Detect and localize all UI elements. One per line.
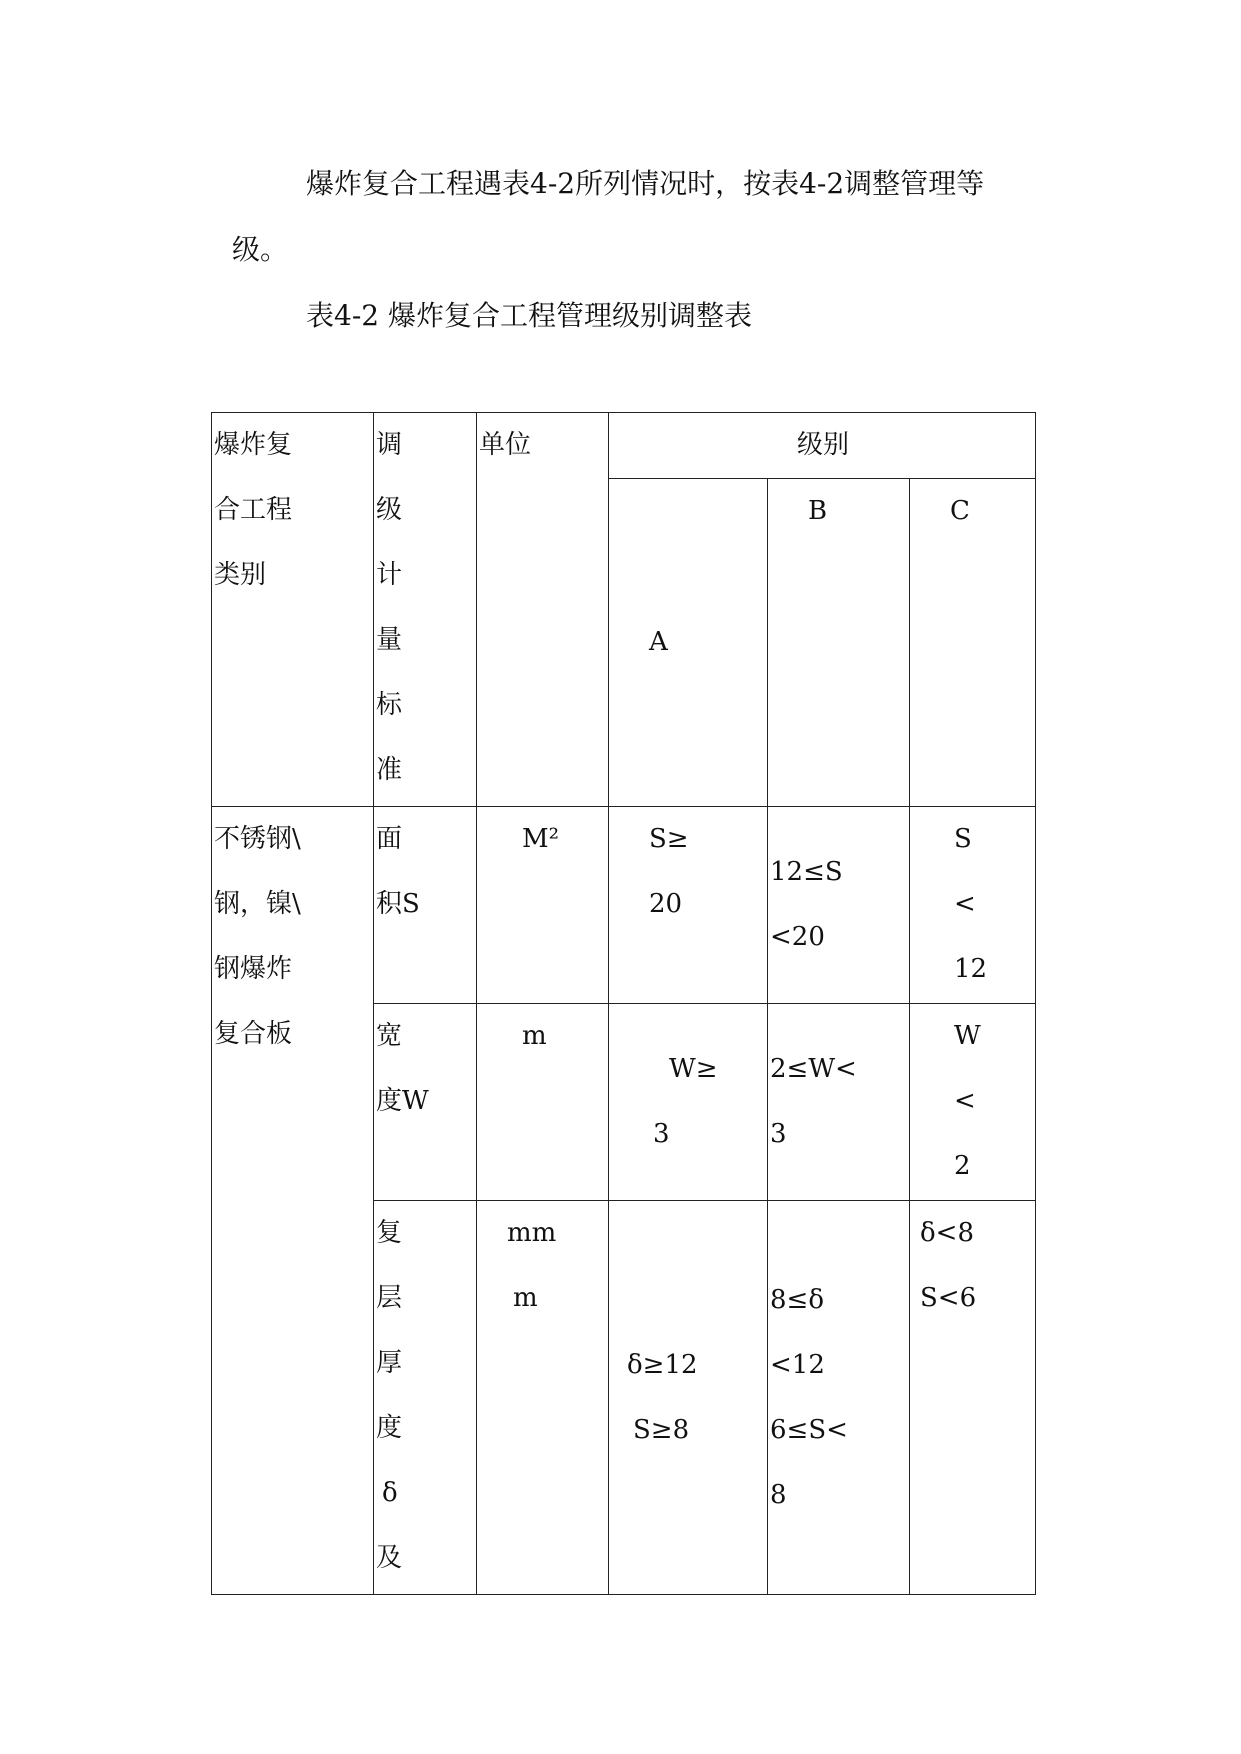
header-level: 级别 [609,413,1036,479]
header-category: 爆炸复 合工程 类别 [212,413,374,807]
unit-cell: mm m [477,1201,609,1595]
table-caption: 表4-2 爆炸复合工程管理级别调整表 [306,299,752,332]
level-c-cell: W < 2 [910,1004,1036,1201]
standard-cell: 宽 度W [374,1004,477,1201]
header-level-b: B [768,479,910,807]
unit-cell: M² [477,807,609,1004]
header-level-a: A [609,479,768,807]
level-c-cell: S < 12 [910,807,1036,1004]
paragraph-line-1: 爆炸复合工程遇表4-2所列情况时，按表4-2调整管理等 [306,167,985,200]
level-c-cell: δ<8 S<6 [910,1201,1036,1595]
standard-cell: 复 层 厚 度 δ 及 [374,1201,477,1595]
unit-cell: m [477,1004,609,1201]
table-row [212,807,1036,1004]
level-b-cell: 8≤δ <12 6≤S< 8 [768,1201,910,1595]
paragraph-line-2: 级。 [232,233,289,266]
level-b-cell: 12≤S <20 [768,807,910,1004]
adjustment-table [211,412,1036,1595]
header-unit: 单位 [477,413,609,807]
level-a-cell: δ≥12 S≥8 [609,1201,768,1595]
level-a-cell: S≥ 20 [609,807,768,1004]
level-b-cell: 2≤W< 3 [768,1004,910,1201]
standard-cell: 面 积S [374,807,477,1004]
header-standard: 调 级 计 量 标 准 [374,413,477,807]
category-cell: 不锈钢\ 钢，镍\ 钢爆炸 复合板 [212,807,374,1595]
level-a-cell: W≥ 3 [609,1004,768,1201]
header-level-c: C [910,479,1036,807]
